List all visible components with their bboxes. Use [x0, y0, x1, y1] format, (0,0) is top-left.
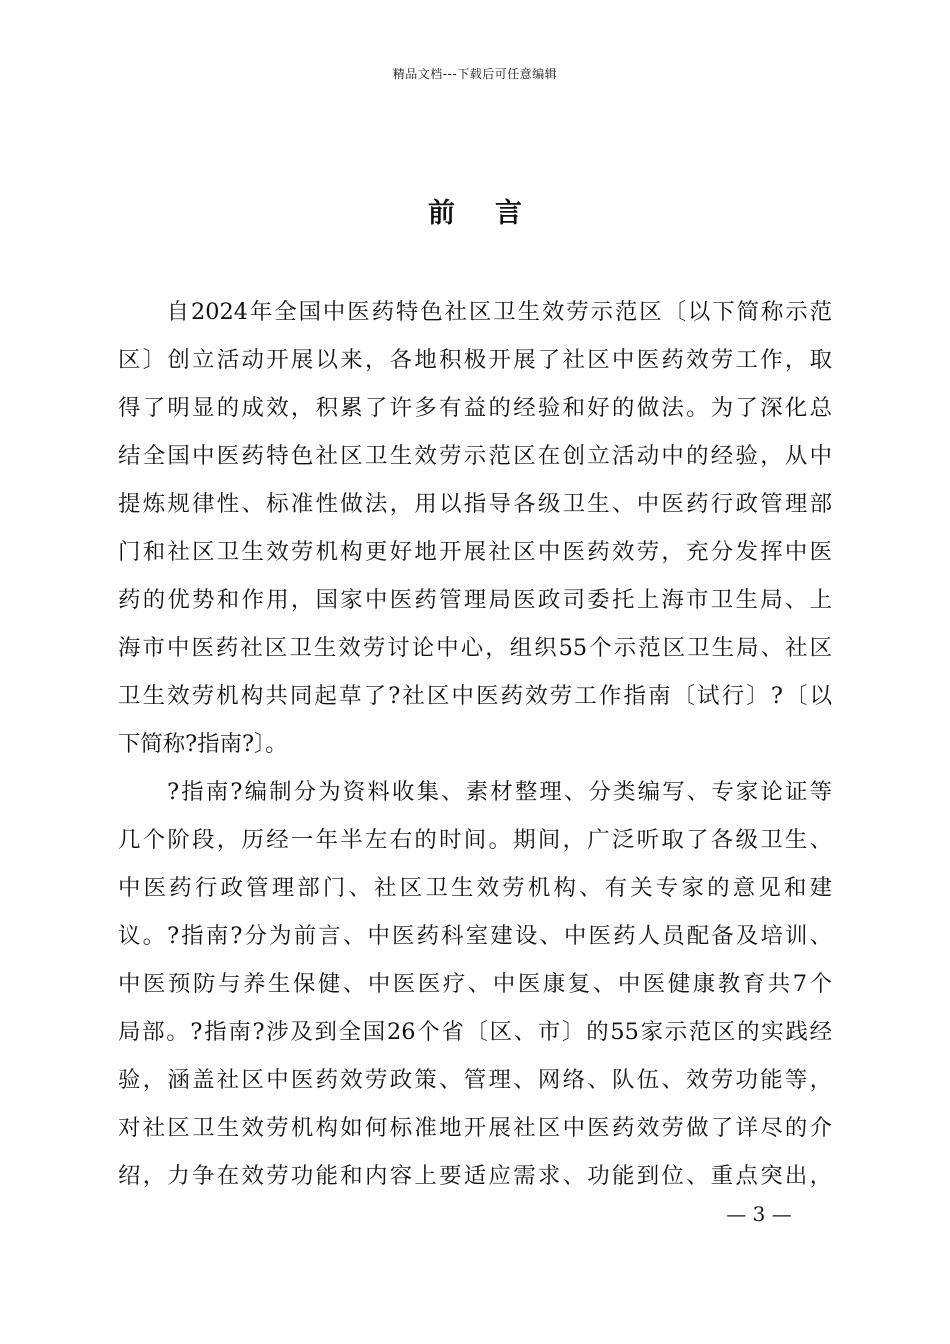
text-line: 药的优势和作用，国家中医药管理局医政司委托上海市卫生局、上	[118, 587, 832, 613]
body-text	[118, 288, 832, 1200]
text-line: 中医预防与养生保健、中医医疗、中医康复、中医健康教育共7个	[118, 971, 832, 997]
page-number: — 3 —	[726, 1202, 792, 1226]
text-line: 门和社区卫生效劳机构更好地开展社区中医药效劳，充分发挥中医	[118, 539, 832, 565]
header-note: 精品文档---下载后可任意编辑	[392, 67, 558, 81]
text-line: 议。?指南?分为前言、中医药科室建设、中医药人员配备及培训、	[118, 923, 832, 949]
text-line: 卫生效劳机构共同起草了?社区中医药效劳工作指南〔试行〕?〔以	[118, 683, 832, 709]
text-line: 得了明显的成效，积累了许多有益的经验和好的做法。为了深化总	[118, 395, 832, 421]
text-line: 绍，力争在效劳功能和内容上要适应需求、功能到位、重点突出，	[118, 1163, 832, 1189]
text-line: 海市中医药社区卫生效劳讨论中心，组织55个示范区卫生局、社区	[118, 635, 832, 661]
text-line: 局部。?指南?涉及到全国26个省〔区、市〕的55家示范区的实践经	[118, 1019, 832, 1045]
text-line: ?指南?编制分为资料收集、素材整理、分类编写、专家论证等	[118, 779, 832, 805]
page-title: 前言	[428, 198, 562, 229]
text-line: 区〕创立活动开展以来，各地积极开展了社区中医药效劳工作，取	[118, 347, 832, 373]
text-line: 对社区卫生效劳机构如何标准地开展社区中医药效劳做了详尽的介	[118, 1115, 832, 1141]
text-line: 下简称?指南?〕。	[118, 731, 288, 757]
text-line: 自2024年全国中医药特色社区卫生效劳示范区〔以下简称示范	[118, 299, 832, 325]
text-line: 中医药行政管理部门、社区卫生效劳机构、有关专家的意见和建	[118, 875, 832, 901]
text-line: 几个阶段，历经一年半左右的时间。期间，广泛听取了各级卫生、	[118, 827, 832, 853]
text-line: 结全国中医药特色社区卫生效劳示范区在创立活动中的经验，从中	[118, 443, 832, 469]
text-line: 提炼规律性、标准性做法，用以指导各级卫生、中医药行政管理部	[118, 491, 832, 517]
text-line: 验，涵盖社区中医药效劳政策、管理、网络、队伍、效劳功能等，	[118, 1067, 832, 1093]
